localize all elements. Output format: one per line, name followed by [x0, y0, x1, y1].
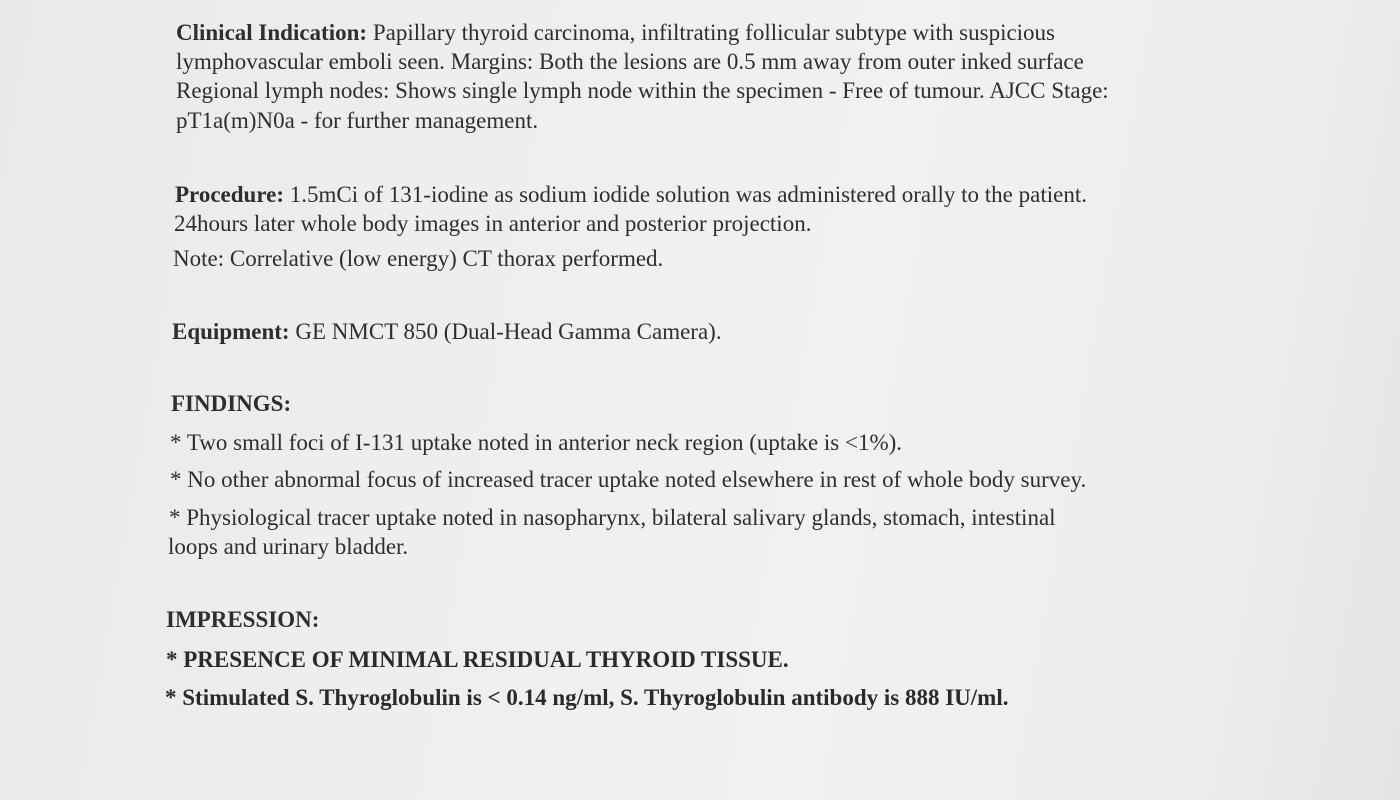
- procedure-text-1: 1.5mCi of 131-iodine as sodium iodide solution was administered orally to the patient.: [284, 182, 1087, 207]
- clinical-indication-label: Clinical Indication:: [176, 20, 368, 45]
- clinical-indication-text-1: Papillary thyroid carcinoma, infiltrating follicular subtype with suspicious: [367, 20, 1056, 45]
- clinical-indication-line-4: pT1a(m)N0a - for further management.: [176, 108, 539, 133]
- equipment-label: Equipment:: [172, 319, 290, 344]
- procedure-line-1: [175, 181, 1087, 209]
- procedure-line-2: 24hours later whole body images in anterior and posterior projection.: [174, 211, 812, 236]
- findings-item-3-line-1: * Physiological tracer uptake noted in nasopharynx, bilateral salivary glands, stomach, intestinal: [169, 505, 1056, 530]
- procedure-note: Note: Correlative (low energy) CT thorax performed.: [173, 246, 664, 271]
- findings-item-3-line-2: loops and urinary bladder.: [168, 534, 409, 559]
- equipment-line: [172, 318, 722, 346]
- clinical-indication-line-3: Regional lymph nodes: Shows single lymph node within the specimen - Free of tumour. AJCC Stage:: [176, 78, 1109, 103]
- impression-item-2: * Stimulated S. Thyroglobulin is < 0.14 ng/ml, S. Thyroglobulin antibody is 888 IU/ml.: [165, 685, 1009, 710]
- clinical-indication-line-1: [176, 19, 1055, 47]
- impression-heading: IMPRESSION:: [166, 607, 320, 632]
- findings-item-1: * Two small foci of I-131 uptake noted in anterior neck region (uptake is <1%).: [170, 430, 903, 455]
- impression-item-1: * PRESENCE OF MINIMAL RESIDUAL THYROID TISSUE.: [166, 647, 789, 672]
- findings-heading: FINDINGS:: [171, 391, 292, 416]
- equipment-value: GE NMCT 850 (Dual-Head Gamma Camera).: [289, 319, 722, 344]
- procedure-label: Procedure:: [175, 182, 285, 207]
- clinical-indication-line-2: lymphovascular emboli seen. Margins: Both the lesions are 0.5 mm away from outer inked surface: [176, 49, 1084, 74]
- findings-item-2: * No other abnormal focus of increased tracer uptake noted elsewhere in rest of whole body survey.: [170, 467, 1087, 492]
